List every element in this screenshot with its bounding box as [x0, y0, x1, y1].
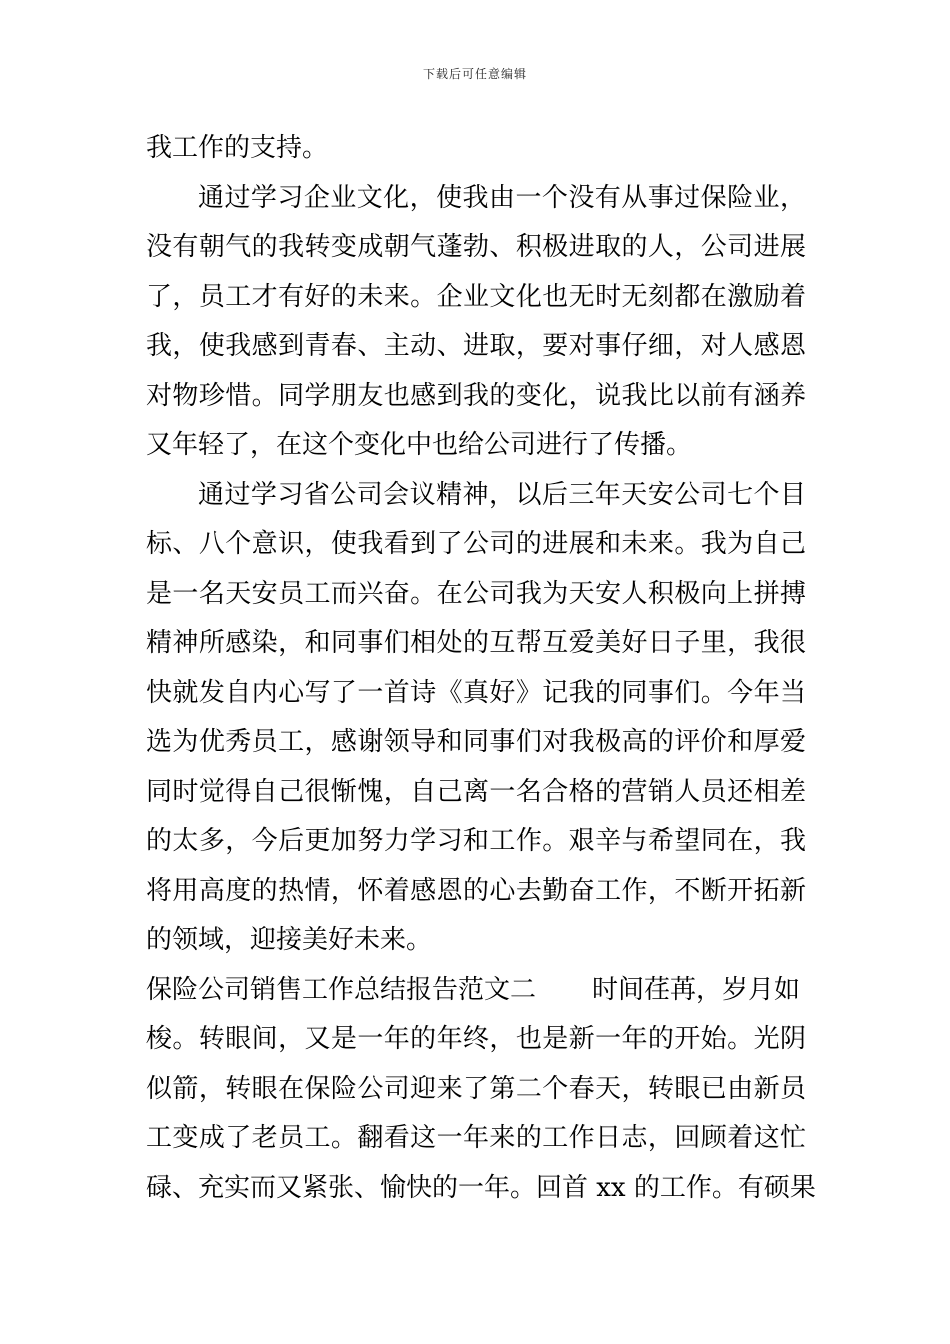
text-line: 又年轻了，在这个变化中也给公司进行了传播。 — [146, 430, 693, 460]
text-line: 了，员工才有好的未来。企业文化也无时无刻都在激励着 — [146, 281, 806, 312]
text-line: 的领域，迎接美好未来。 — [146, 925, 433, 955]
document-body — [146, 124, 816, 1213]
section-first-text: 时间荏苒，岁月如 — [592, 974, 801, 1005]
text-line: 我，使我感到青春、主动、进取，要对事仔细，对人感恩 — [146, 331, 806, 361]
text-line: 标、八个意识，使我看到了公司的进展和未来。我为自己 — [146, 529, 806, 559]
text-line: 没有朝气的我转变成朝气蓬勃、积极进取的人，公司进展 — [146, 232, 806, 262]
page-header: 下载后可任意编辑 — [422, 67, 527, 81]
text-line: 是一名天安员工而兴奋。在公司我为天安人积极向上拼搏 — [146, 578, 806, 609]
section-title: 保险公司销售工作总结报告范文二 — [146, 974, 537, 1005]
text-line: 快就发自内心写了一首诗《真好》记我的同事们。今年当 — [146, 677, 806, 708]
section-title-line — [146, 966, 806, 1016]
text-line: 对物珍惜。同学朋友也感到我的变化，说我比以前有涵养 — [146, 380, 806, 411]
text-line: 选为优秀员工，感谢领导和同事们对我极高的评价和厚爱 — [146, 727, 806, 757]
text-line: 我工作的支持。 — [146, 133, 329, 163]
text-line: 同时觉得自己很惭愧，自己离一名合格的营销人员还相差 — [146, 776, 806, 807]
text-line: 精神所感染，和同事们相处的互帮互爱美好日子里，我很 — [146, 628, 806, 658]
text-line: 碌、充实而又紧张、愉快的一年。回首 xx 的工作。有硕果 — [146, 1172, 816, 1203]
text-line: 梭。转眼间，又是一年的年终，也是新一年的开始。光阴 — [146, 1024, 806, 1054]
text-line: 工变成了老员工。翻看这一年来的工作日志，回顾着这忙 — [146, 1123, 806, 1153]
paragraph-first-line: 通过学习省公司会议精神，以后三年天安公司七个目 — [198, 479, 806, 510]
paragraph-first-line: 通过学习企业文化，使我由一个没有从事过保险业， — [198, 182, 806, 213]
text-line: 的太多，今后更加努力学习和工作。艰辛与希望同在，我 — [146, 826, 806, 856]
text-line: 将用高度的热情，怀着感恩的心去勤奋工作，不断开拓新 — [146, 875, 806, 906]
text-line: 似箭，转眼在保险公司迎来了第二个春天，转眼已由新员 — [146, 1073, 806, 1104]
